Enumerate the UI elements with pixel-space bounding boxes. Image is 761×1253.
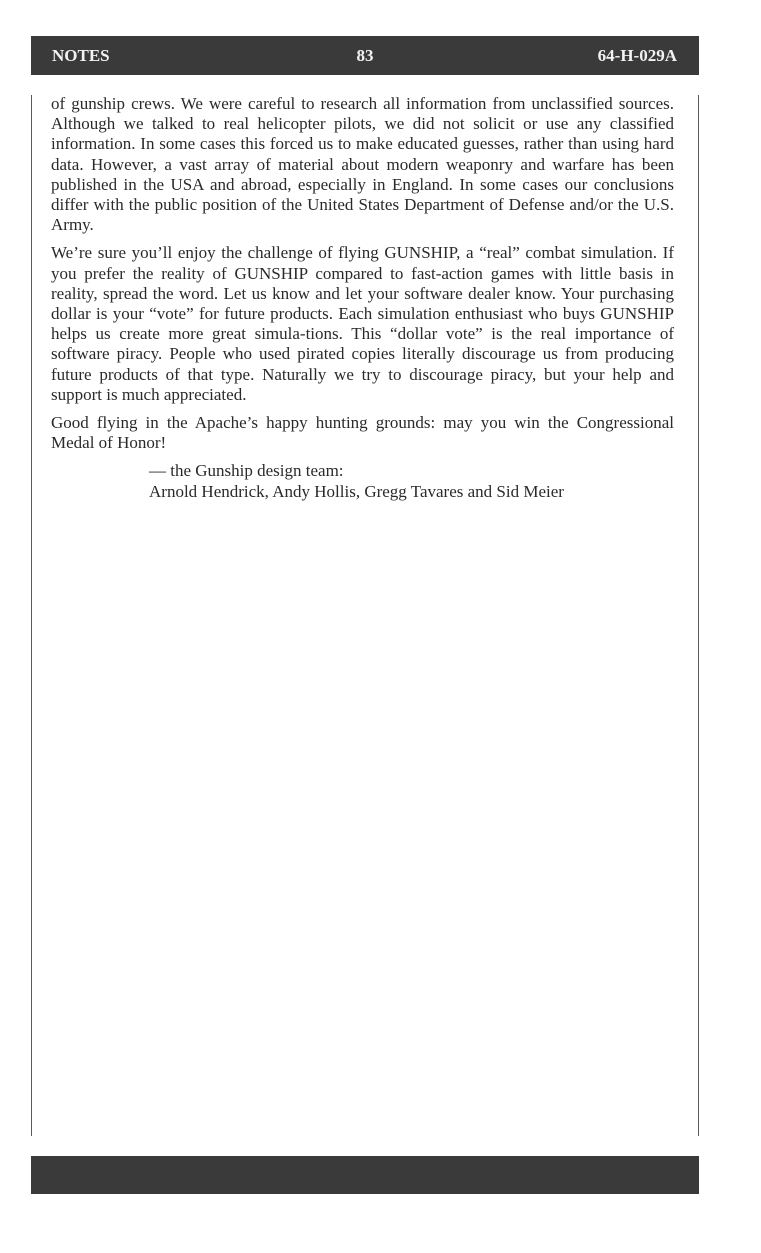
signature-team-line: — the Gunship design team: xyxy=(149,461,344,481)
paragraph-research: of gunship crews. We were careful to research all information from unclassified sources. Although we talked to real helicopter pilots, we did not solicit or use any classified information. In some cases this forced us to make educated guesses, rather than using hard data. However, a vast array of material about modern weaponry and warfare has been published in the USA and abroad, especially in England. In some cases our conclusions differ with the public position of the United States Department of Defense and/or the U.S. Army. xyxy=(51,94,674,235)
left-margin-rule xyxy=(31,95,32,1136)
signature-block xyxy=(149,461,674,501)
paragraph-good-flying: Good flying in the Apache’s happy hunting grounds: may you win the Congressional Medal of Honor! xyxy=(51,413,674,453)
document-code: 64-H-029A xyxy=(597,46,677,65)
page-body xyxy=(51,94,674,502)
page-number: 83 xyxy=(356,46,374,65)
signature-names: Arnold Hendrick, Andy Hollis, Gregg Tavares and Sid Meier xyxy=(149,481,564,501)
section-title: NOTES xyxy=(52,46,110,65)
page-header-bar xyxy=(31,36,699,75)
right-margin-rule xyxy=(698,95,699,1136)
page-footer-bar xyxy=(31,1156,699,1194)
paragraph-piracy: We’re sure you’ll enjoy the challenge of flying GUNSHIP, a “real” combat simulation. If you prefer the reality of GUNSHIP compared to fast-action games with little basis in reality, spread the word. Let us know and let your software dealer know. Your purchasing dollar is your “vote” for future products. Each simulation enthusiast who buys GUNSHIP helps us create more great simula-tions. This “dollar vote” is the real importance of software piracy. People who used pirated copies literally discourage us from producing future products of that type. Naturally we try to discourage piracy, but your help and support is much appreciated. xyxy=(51,243,674,404)
